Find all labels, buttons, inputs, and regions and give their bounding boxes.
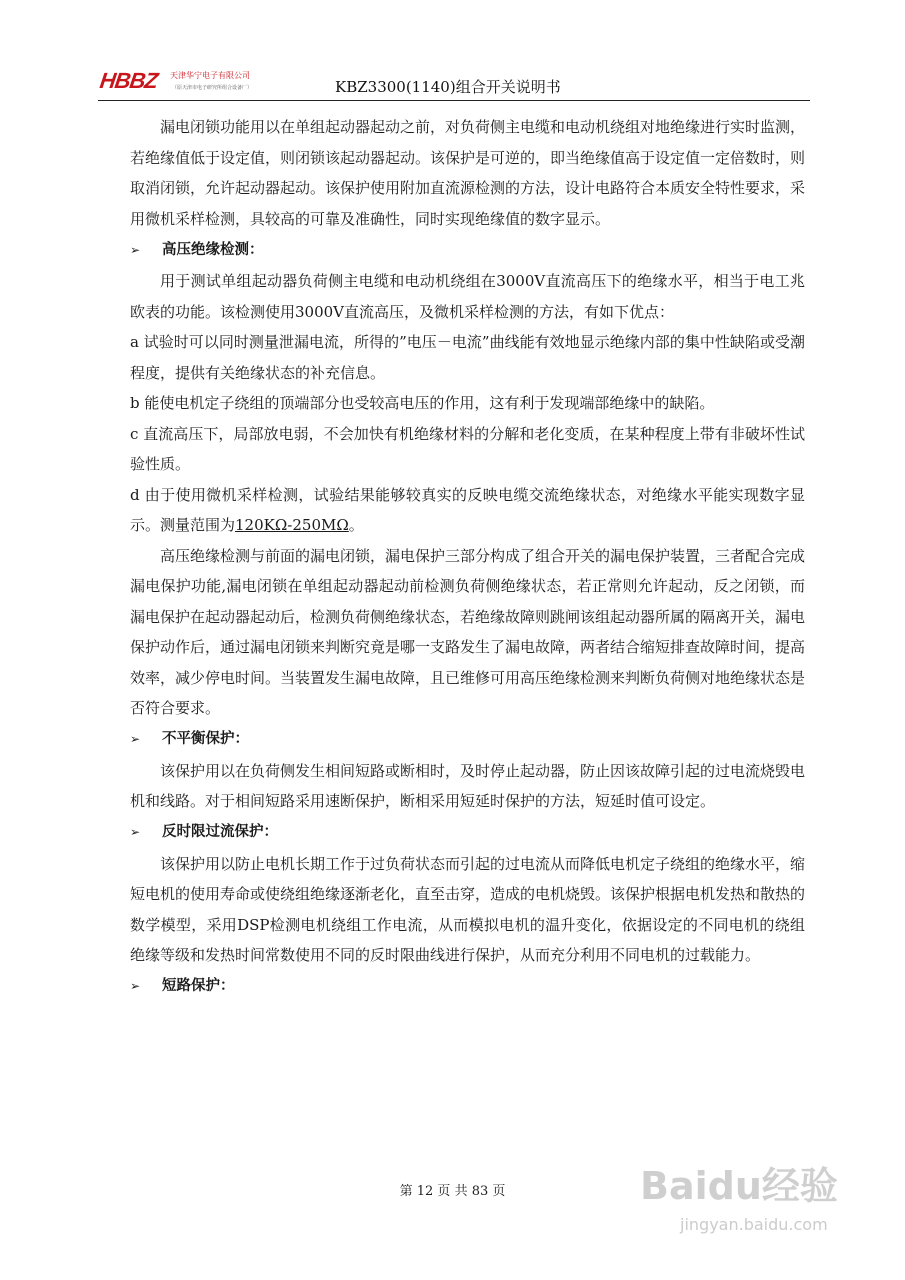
section-heading-short-circuit: [130, 971, 805, 1003]
paragraph-unbalance: 该保护用以在负荷侧发生相间短路或断相时，及时停止起动器，防止因该故障引起的过电流烧毁电机和线路。对于相间短路采用速断保护，断相采用短延时保护的方法，短延时值可设定。: [130, 761, 806, 810]
list-item-d: [130, 480, 805, 541]
watermark-brand: Baidu经验: [640, 1164, 838, 1208]
logo-company-name: 天津华宁电子有限公司: [170, 71, 250, 80]
list-item-a: a 试验时可以同时测量泄漏电流，所得的”电压－电流”曲线能有效地显示绝缘内部的集中性缺陷或受潮程度，提供有关绝缘状态的补充信息。: [130, 333, 805, 382]
document-body: [130, 112, 805, 1003]
heading-text: 反时限过流保护：: [162, 824, 278, 841]
bullet-arrow-icon: ➢: [130, 732, 141, 747]
section-heading-unbalance: [130, 724, 805, 756]
page-header: [100, 62, 810, 102]
watermark-url: jingyan.baidu.com: [680, 1215, 828, 1234]
bullet-arrow-icon: ➢: [130, 825, 141, 840]
page-number: 第 12 页 共 83 页: [399, 1184, 506, 1199]
heading-text: 短路保护：: [162, 978, 235, 995]
item-d-end: 。: [348, 516, 364, 534]
heading-text: 不平衡保护：: [162, 731, 249, 748]
company-logo: [98, 68, 253, 96]
paragraph-protection-summary: 高压绝缘检测与前面的漏电闭锁，漏电保护三部分构成了组合开关的漏电保护装置，三者配合完成漏电保护功能,漏电闭锁在单组起动器起动前检测负荷侧绝缘状态，若正常则允许起动，反之闭锁，而漏电保护在起动器起动后，检测负荷侧绝缘状态，若绝缘故障则跳闸该组起动器所属的隔离开关，漏电保护动作后，通过漏电闭锁来判断究竟是哪一支路发生了漏电故障，两者结合缩短排查故障时间，提高效率，减少停电时间。当装置发生漏电故障，且已维修可用高压绝缘检测来判断负荷侧对地绝缘状态是否符合要求。: [130, 546, 806, 717]
section-heading-hv-insulation: [130, 234, 805, 266]
logo-mark: HBBZ: [98, 68, 159, 93]
heading-text: 高压绝缘检测：: [162, 241, 264, 258]
item-d-text: d 由于使用微机采样检测，试验结果能够较真实的反映电缆交流绝缘状态，对绝缘水平能实现数字显示。测量范围为: [130, 485, 805, 534]
list-item-c: c 直流高压下，局部放电弱，不会加快有机绝缘材料的分解和老化变质，在某种程度上带有非破坏性试验性质。: [130, 424, 805, 473]
bullet-arrow-icon: ➢: [130, 979, 141, 994]
paragraph-leakage-lockout: 漏电闭锁功能用以在单组起动器起动之前，对负荷侧主电缆和电动机绕组对地绝缘进行实时监测，若绝缘值低于设定值，则闭锁该起动器起动。该保护是可逆的，即当绝缘值高于设定值一定倍数时，则取消闭锁，允许起动器起动。该保护使用附加直流源检测的方法，设计电路符合本质安全特性要求，采用微机采样检测，具较高的可靠及准确性，同时实现绝缘值的数字显示。: [130, 118, 806, 228]
paragraph-inverse-time: 该保护用以防止电机长期工作于过负荷状态而引起的过电流从而降低电机定子绕组的绝缘水平，缩短电机的使用寿命或使绕组绝缘逐渐老化，直至击穿，造成的电机烧毁。该保护根据电机发热和散热的数学模型，采用DSP检测电机绕组工作电流，从而模拟电机的温升变化，依据设定的不同电机的绕组绝缘等级和发热时间常数使用不同的反时限曲线进行保护，从而充分利用不同电机的过载能力。: [130, 854, 806, 964]
paragraph-hv-intro: 用于测试单组起动器负荷侧主电缆和电动机绕组在3000V直流高压下的绝缘水平，相当于电工兆欧表的功能。该检测使用3000V直流高压，及微机采样检测的方法，有如下优点：: [130, 272, 805, 321]
section-heading-inverse-time: [130, 817, 805, 849]
bullet-arrow-icon: ➢: [130, 242, 141, 257]
document-title: KBZ3300(1140)组合开关说明书: [335, 78, 561, 96]
measurement-range: 120KΩ-250MΩ: [235, 516, 349, 534]
list-item-b: b 能使电机定子绕组的顶端部分也受较高电压的作用，这有利于发现端部绝缘中的缺陷。: [130, 394, 715, 412]
header-divider: [98, 100, 810, 101]
logo-company-sub: （原天津市电子研究所组合设备厂）: [172, 85, 253, 91]
watermark: [640, 1155, 870, 1255]
